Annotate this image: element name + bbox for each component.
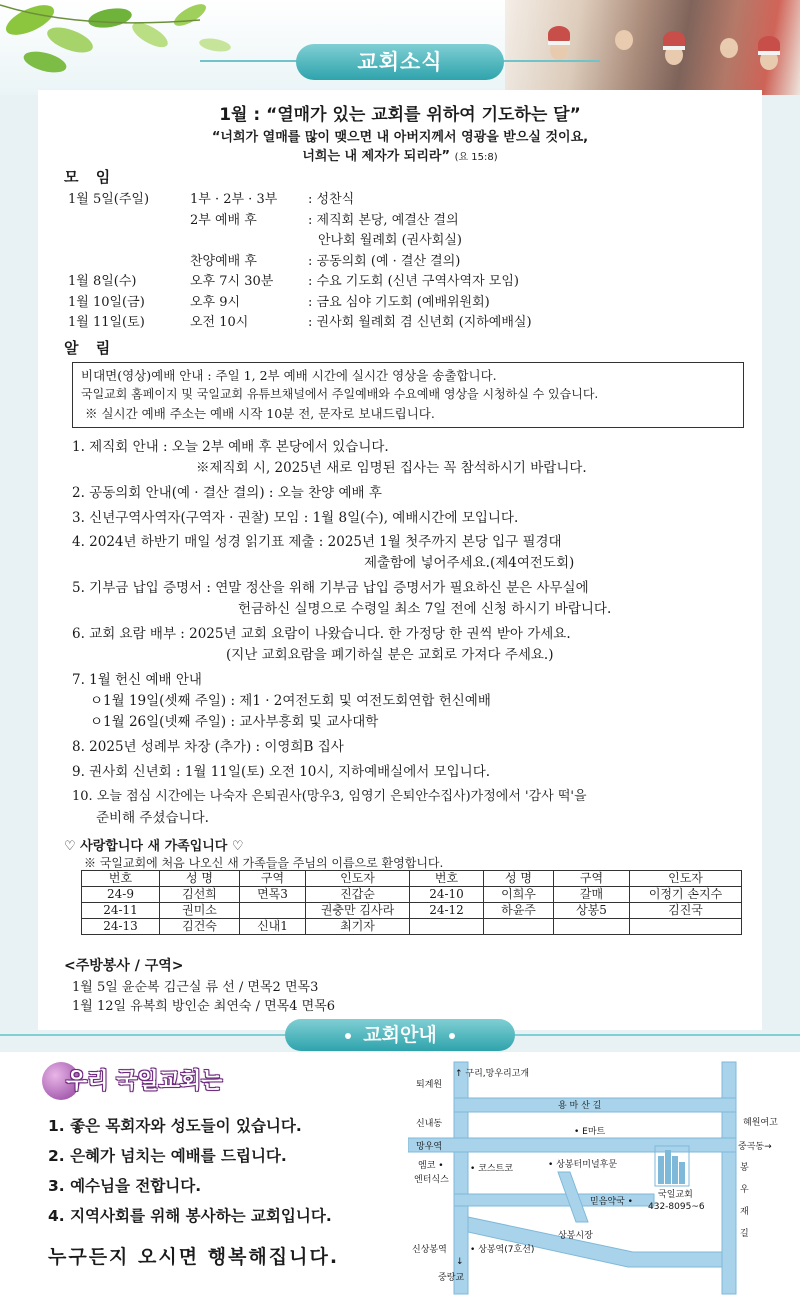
table-cell: 24-9 — [82, 887, 160, 903]
table-cell: 하윤주 — [484, 903, 554, 919]
map-label-mideum: 믿음약국 • — [590, 1197, 633, 1207]
map-label-sangbong-station: • 상봉역(7호선) — [470, 1245, 535, 1255]
map-label-emco: 엠코 • — [418, 1161, 444, 1171]
map-label-bongu: 길 — [740, 1229, 749, 1239]
table-cell: 진갑순 — [306, 887, 410, 903]
meeting-desc: : 공동의회 (예 · 결산 결의) — [308, 253, 461, 269]
church-guide-section — [0, 1052, 800, 1300]
table-cell: 김건숙 — [160, 919, 240, 935]
column-header: 구역 — [554, 871, 630, 887]
column-header: 인도자 — [630, 871, 742, 887]
table-row — [82, 903, 742, 919]
box-line: ※ 실시간 예배 주소는 예배 시작 10분 전, 문자로 보내드립니다. — [85, 406, 435, 421]
map-label-yongmasan: 용 마 산 길 — [558, 1101, 602, 1111]
meeting-time: 오전 10시 — [190, 315, 249, 330]
table-cell: 권충만 김사라 — [306, 903, 410, 919]
column-header: 성 명 — [484, 871, 554, 887]
notice-item: 8. 2025년 성례부 차장 (추가) : 이영희B 집사 — [72, 739, 344, 755]
meeting-row — [38, 231, 762, 250]
notice-item: 10. 오늘 점심 시간에는 나숙자 은퇴권사(망우3, 임영기 은퇴안수집사)가정에서 '감사 떡'을 — [72, 789, 587, 804]
table-cell: 이희우 — [484, 887, 554, 903]
table-cell: 24-10 — [410, 887, 484, 903]
map-label-sangbong-market: 상봉시장 — [558, 1231, 593, 1241]
table-cell — [554, 919, 630, 935]
notice-item: 준비해 주셨습니다. — [96, 810, 209, 826]
meeting-date: 1월 11일(토) — [68, 315, 145, 330]
table-cell: 김선희 — [160, 887, 240, 903]
meeting-desc: : 권사회 월례회 겸 신년회 (지하예배실) — [308, 315, 532, 330]
meeting-date: 1월 5일(주일) — [68, 192, 150, 207]
box-line: 비대면(영상)예배 안내 : 주일 1, 2부 예배 시간에 실시간 영상을 송출합니다. — [81, 368, 497, 383]
table-cell: 면목3 — [240, 887, 306, 903]
map-label-emart: • E마트 — [574, 1127, 606, 1137]
christmas-choir-photo — [505, 0, 800, 95]
verse-reference: (요 15:8) — [454, 152, 498, 163]
dot-icon — [449, 1033, 455, 1039]
kitchen-service-row: 1월 12일 유복희 방인순 최연숙 / 면목4 면목6 — [72, 999, 336, 1014]
meeting-desc: : 수요 기도회 (신년 구역사역자 모임) — [308, 274, 519, 289]
map-label-emco2: 엔터식스 — [414, 1175, 449, 1185]
table-cell — [410, 919, 484, 935]
notice-item: (지난 교회요람을 폐기하실 분은 교회로 가져다 주세요.) — [226, 647, 554, 663]
table-cell: 24-12 — [410, 903, 484, 919]
meeting-desc: : 제직회 본당, 예결산 결의 — [308, 212, 459, 228]
table-cell: 24-11 — [82, 903, 160, 919]
meeting-desc: 안나회 월례회 (권사회실) — [318, 233, 462, 248]
page-title: 교회소식 — [296, 44, 504, 80]
meeting-date: 1월 10일(금) — [68, 294, 145, 310]
meeting-time: 2부 예배 후 — [190, 212, 257, 228]
meeting-time: 찬양예배 후 — [190, 253, 257, 269]
column-header: 번호 — [410, 871, 484, 887]
column-header: 번호 — [82, 871, 160, 887]
verse-text: 너희는 내 제자가 되리라” — [302, 149, 451, 164]
table-cell: 상봉5 — [554, 903, 630, 919]
map-label-terminal: • 상봉터미널후문 — [548, 1160, 618, 1170]
map-label-phone: 432-8095~6 — [648, 1202, 705, 1212]
map-label-mangu: 망우역 — [416, 1142, 443, 1152]
map-label-junggok: 중곡동→ — [738, 1142, 772, 1152]
table-cell — [630, 919, 742, 935]
meeting-row — [38, 252, 762, 271]
church-building-icon — [658, 1150, 685, 1184]
map-label-bongu: 우 — [740, 1185, 749, 1195]
table-cell: 이정기 손지수 — [630, 887, 742, 903]
new-family-table — [81, 870, 742, 935]
map-label-top-road: ↑ 구리,망우리고개 — [455, 1069, 530, 1079]
notice-item: ※제직회 시, 2025년 새로 임명된 집사는 꼭 참석하시기 바랍니다. — [196, 460, 587, 476]
notices-heading: 알 림 — [64, 339, 117, 357]
map-label-sinnae: 신내동 — [416, 1119, 443, 1129]
map-label-church: 국일교회 — [658, 1190, 693, 1200]
meetings-heading: 모 임 — [64, 168, 117, 186]
column-header: 구역 — [240, 871, 306, 887]
notice-item: ㅇ1월 19일(셋째 주일) : 제1 · 2여전도회 및 여전도회연합 헌신예배 — [90, 693, 491, 709]
meeting-row — [38, 293, 762, 312]
notice-item: 4. 2024년 하반기 매일 성경 읽기표 제출 : 2025년 1월 첫주까지 본당 입구 필경대 — [72, 534, 562, 550]
notice-item: 3. 신년구역사역자(구역자 · 권찰) 모임 : 1월 8일(수), 예배시간에 모입니다. — [72, 510, 519, 526]
meeting-time: 오후 7시 30분 — [190, 274, 274, 289]
map-label-toegyewon: 퇴계원 — [416, 1080, 443, 1090]
church-guide-title — [285, 1019, 515, 1051]
church-point: 4. 지역사회를 위해 봉사하는 교회입니다. — [48, 1207, 332, 1225]
news-panel — [38, 90, 762, 1030]
church-title-text: 우리 국일교회는 — [66, 1069, 223, 1094]
notice-item: 헌금하신 실명으로 수령일 최소 7일 전에 신청 하시기 바랍니다. — [238, 601, 612, 617]
meeting-date: 1월 8일(수) — [68, 274, 137, 289]
meeting-row — [38, 313, 762, 332]
table-cell: 권미소 — [160, 903, 240, 919]
map-arrow-down-icon: ↓ — [456, 1257, 464, 1267]
welcome-message: 누구든지 오시면 행복해집니다. — [48, 1246, 340, 1268]
church-point: 1. 좋은 목회자와 성도들이 있습니다. — [48, 1117, 302, 1135]
table-cell — [484, 919, 554, 935]
notice-item: ㅇ1월 26일(넷째 주일) : 교사부흥회 및 교사대학 — [90, 714, 379, 730]
notice-item: 제출함에 넣어주세요.(제4여전도회) — [364, 555, 575, 571]
meeting-row — [38, 211, 762, 230]
column-header: 성 명 — [160, 871, 240, 887]
kitchen-service-row: 1월 5일 윤순복 김근실 류 선 / 면목2 면목3 — [72, 980, 319, 995]
table-cell — [240, 903, 306, 919]
table-header-row — [82, 871, 742, 887]
meeting-row — [38, 190, 762, 209]
church-point: 3. 예수님을 전합니다. — [48, 1177, 202, 1195]
table-row — [82, 919, 742, 935]
table-cell: 최기자 — [306, 919, 410, 935]
map-label-jungnang: 중랑교 — [438, 1273, 465, 1283]
table-cell: 갈매 — [554, 887, 630, 903]
notice-item: 1. 제직회 안내 : 오늘 2부 예배 후 본당에서 있습니다. — [72, 439, 389, 455]
map-label-sinsangbong: 신상봉역 — [412, 1245, 447, 1255]
guide-title-text: 교회안내 — [363, 1024, 437, 1046]
new-family-heading: ♡ 사랑합니다 새 가족입니다 ♡ — [64, 839, 244, 854]
table-cell: 24-13 — [82, 919, 160, 935]
table-cell: 김진국 — [630, 903, 742, 919]
notice-item: 9. 권사회 신년회 : 1월 11일(토) 오전 10시, 지하예배실에서 모입니다. — [72, 764, 491, 780]
meeting-time: 오후 9시 — [190, 294, 241, 310]
meeting-desc: : 금요 심야 기도회 (예배위원회) — [308, 294, 490, 310]
notice-item: 7. 1월 헌신 예배 안내 — [72, 672, 202, 688]
meeting-desc: : 성찬식 — [308, 192, 355, 207]
verse-line-1: “너희가 열매를 많이 맺으면 내 아버지께서 영광을 받으실 것이요, — [211, 130, 589, 145]
location-map — [408, 1052, 800, 1300]
church-title — [42, 1062, 242, 1100]
church-point: 2. 은혜가 넘치는 예배를 드립니다. — [48, 1147, 287, 1165]
meeting-time: 1부 · 2부 · 3부 — [190, 192, 278, 207]
table-cell: 신내1 — [240, 919, 306, 935]
meeting-row — [38, 272, 762, 291]
map-label-bongu: 재 — [740, 1207, 749, 1217]
verse-line-2 — [38, 145, 762, 164]
notice-item: 2. 공동의회 안내(예 · 결산 결의) : 오늘 찬양 예배 후 — [72, 485, 382, 501]
column-header: 인도자 — [306, 871, 410, 887]
box-line: 국일교회 홈페이지 및 국일교회 유튜브채널에서 주일예배와 수요예배 영상을 시청하실 수 있습니다. — [81, 387, 599, 401]
leaves-decoration — [0, 0, 260, 95]
table-row — [82, 887, 742, 903]
notice-item: 6. 교회 요람 배부 : 2025년 교회 요람이 나왔습니다. 한 가정당 한 권씩 받아 가세요. — [72, 626, 571, 642]
kitchen-service-heading: <주방봉사 / 구역> — [64, 958, 184, 974]
new-family-subtitle: ※ 국일교회에 처음 나오신 새 가족들을 주님의 이름으로 환영합니다. — [84, 856, 444, 870]
map-label-costco: • 코스트코 — [470, 1164, 513, 1174]
map-label-hyewon: 혜원여고 — [743, 1118, 778, 1128]
dot-icon — [345, 1033, 351, 1039]
month-theme: 1월 : “열매가 있는 교회를 위하여 기도하는 달” — [219, 105, 581, 125]
map-label-bongu: 봉 — [740, 1163, 749, 1173]
notice-item: 5. 기부금 납입 증명서 : 연말 정산을 위해 기부금 납입 증명서가 필요하신 분은 사무실에 — [72, 580, 589, 596]
online-worship-box — [72, 362, 744, 428]
